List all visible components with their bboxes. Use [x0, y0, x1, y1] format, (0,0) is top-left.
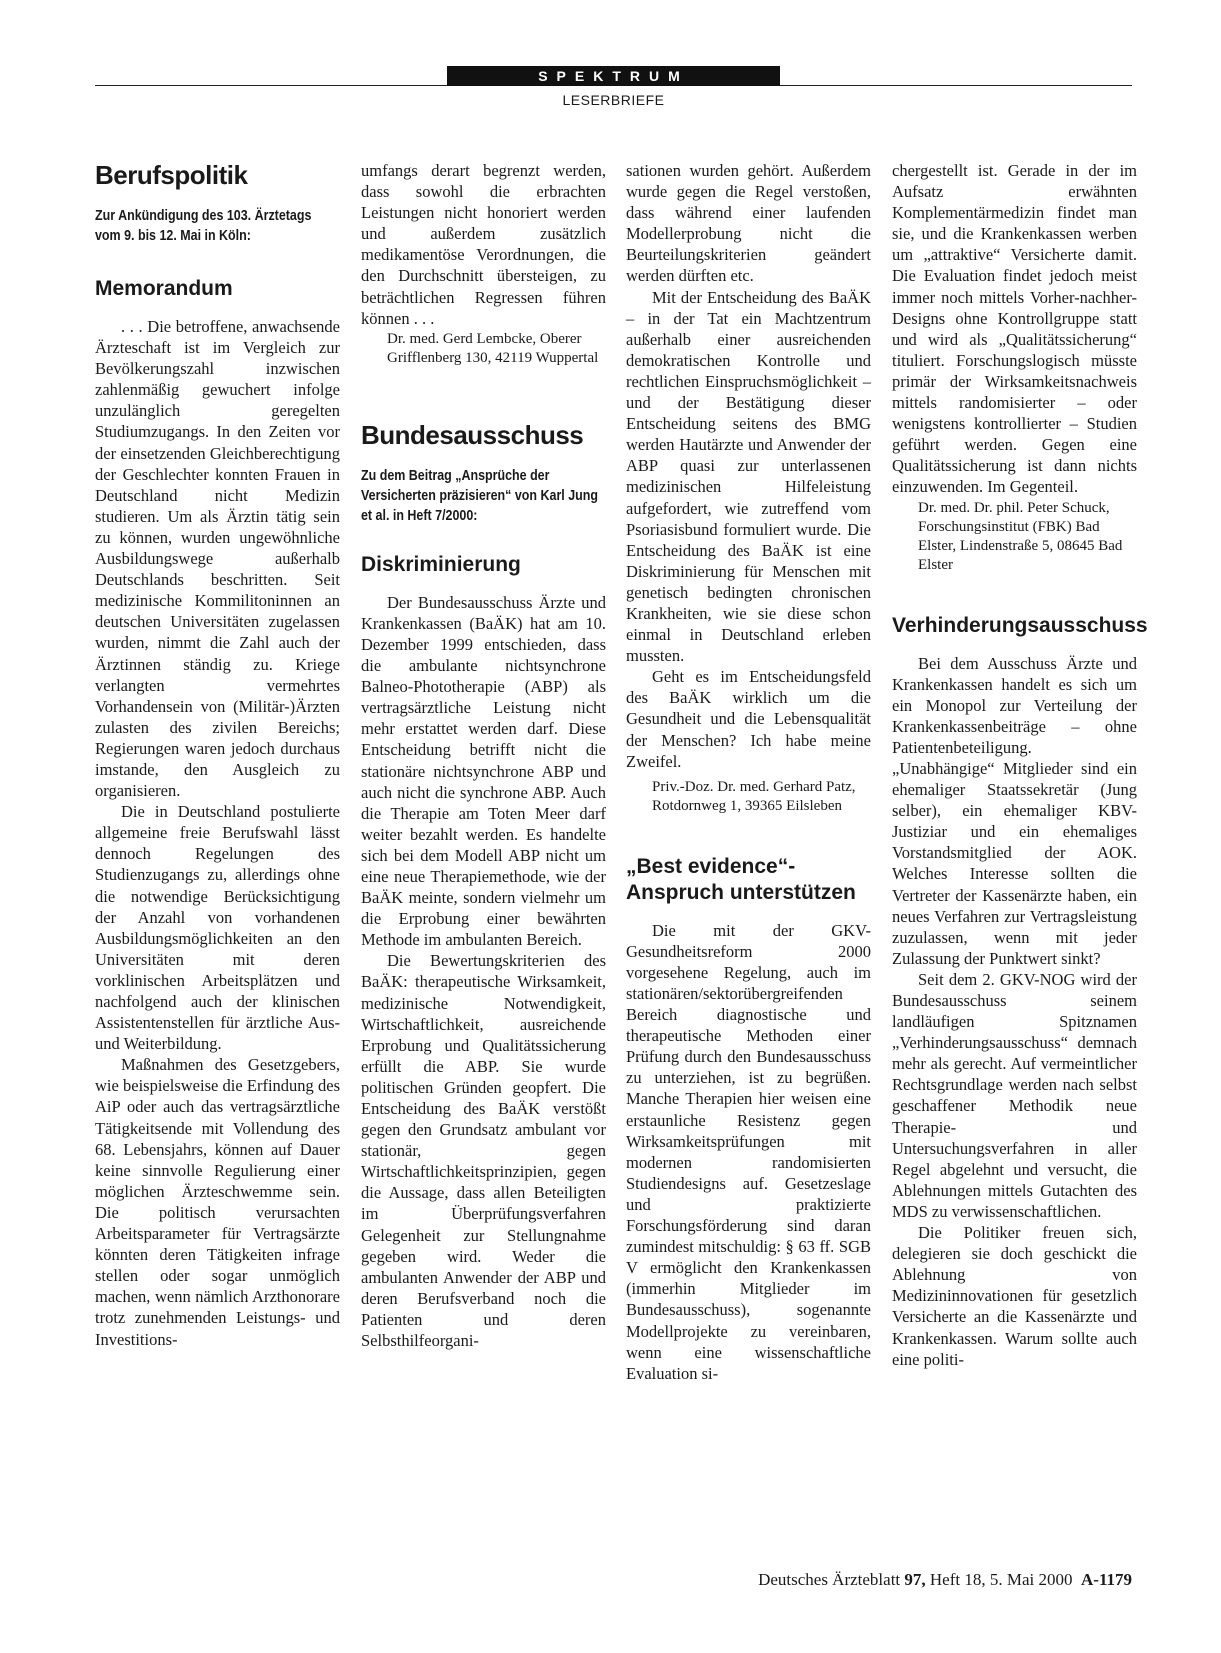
column-3	[626, 160, 871, 1550]
letter-heading-verhinderungsausschuss: Verhinderungsausschuss	[892, 613, 1148, 637]
letter-heading-best-evidence: „Best evidence“-Anspruch unterstützen	[626, 854, 856, 904]
paragraph: umfangs derart begrenzt werden, dass sowohl die erbrachten Leistungen nicht honoriert werden und außerdem zusätzlich medikamentöse Verordnungen, die den Durchschnitt übersteigen, zu beträchtlichen Regressen führen können . . .	[361, 161, 606, 328]
article-title-bundesausschuss: Bundesausschuss	[361, 419, 584, 450]
journal-name: Deutsches Ärzteblatt	[758, 1570, 901, 1589]
paragraph: Die in Deutschland postulierte allgemeine freie Berufswahl lässt dennoch Regelungen des Studienzugangs zu, allerdings ohne die notwendige Berücksichtigung der Anzahl von vorhandenen Ausbildungsmöglichkeiten an den Universitäten mit deren vorklinischen Arbeitsplätzen und nachfolgend auch der klinischen Assistentenstellen für ärztliche Aus- und Weiterbildung.	[95, 802, 340, 1054]
author-signature: Dr. med. Dr. phil. Peter Schuck, Forschungsinstitut (FBK) Bad Elster, Lindenstraße 5, 08645 Bad Elster	[918, 499, 1123, 573]
paragraph: Seit dem 2. GKV-NOG wird der Bundesausschuss seinem landläufigen Spitznamen „Verhinderungsausschuss“ demnach mehr als gerecht. Auf vermeintlicher Rechtsgrundlage werden nach selbst geschaffener Methodik neue Therapie- und Untersuchungsverfahren in aller Regel abgelehnt und versucht, die Ablehnungen mittels Gutachten des MDS zu verwissenschaftlichen.	[892, 969, 1137, 1221]
subsection-label: LESERBRIEFE	[562, 92, 665, 108]
column-1	[95, 160, 340, 1550]
paragraph: Mit der Entscheidung des BaÄK – in der Tat ein Machtzentrum außerhalb einer ausreichenden demokratischen Kontrolle und rechtlichen Einspruchsmöglichkeit – und der Bestätigung dieser Entscheidung seitens des BMG werden Hautärzte und Anwender der ABP quasi zur unterlassenen medizinischen Hilfeleistung aufgefordert, wie zutreffend vom Psoriasisbund formuliert wurde. Die Entscheidung des BaÄK ist eine Diskriminierung für Menschen mit genetisch bedingten chronischen Krankheiten, wie sie diese schon einmal in Deutschland erleben mussten.	[626, 287, 871, 666]
paragraph: Die mit der GKV-Gesundheitsreform 2000 vorgesehene Regelung, auch im stationären/sektorübergreifenden Bereich diagnostische und therapeutische Methoden einer Prüfung durch den Bundesausschuss zu unterziehen, ist zu begrüßen. Manche Therapien hier weisen eine erstaunliche Resistenz gegen Wirksamkeitsprüfungen mit modernen randomisierten Studiendesigns auf. Gesetzeslage und praktizierte Forschungsförderung sind daran zumindest mitschuldig: § 63 ff. SGB V ermöglicht den Krankenkassen (immerhin Mitglieder im Bundesausschuss), sogenannte Modellprojekte zu vereinbaren, wenn eine wissenschaftliche Evaluation si-	[626, 920, 871, 1383]
paragraph: Der Bundesausschuss Ärzte und Krankenkassen (BaÄK) hat am 10. Dezember 1999 entschieden, dass die ambulante nichtsynchrone Balneo-Phototherapie (ABP) als vertragsärztliche Leistung nicht mehr erstattet werden darf. Diese Entscheidung betrifft nicht die stationäre nichtsynchrone ABP und auch nicht die synchrone ABP. Auch die Therapie am Toten Meer darf weiter bezahlt werden. Es handelte sich bei dem Modell ABP nicht um eine neue Therapiemethode, wie der BaÄK meinte, sondern vielmehr um die Erprobung einer bewährten Methode im ambulanten Bereich.	[361, 592, 606, 950]
paragraph: Geht es im Entscheidungsfeld des BaÄK wirklich um die Gesundheit und die Lebensqualität der Menschen? Ich habe meine Zweifel.	[626, 667, 871, 771]
page-footer	[758, 1570, 1132, 1590]
paragraph: Maßnahmen des Gesetzgebers, wie beispielsweise die Erfindung des AiP oder auch das vertragsärztliche Tätigkeitsende mit Vollendung des 68. Lebensjahrs, können auf Dauer keine sinnvolle Regulierung einer möglichen Ärzteschwemme sein. Die politisch verursachten Arbeitsparameter für Vertragsärzte könnten deren Tätigkeiten infrage stellen oder sogar unmöglich machen, wenn nämlich Arzthonorare trotz zunehmenden Leistungs- und Investitions-	[95, 1055, 340, 1349]
issue-info: Heft 18, 5. Mai 2000	[929, 1570, 1073, 1589]
article-subtitle: Zu dem Beitrag „Ansprüche der Versicherten präzisieren“ von Karl Jung et al. in Heft 7/2000:	[361, 467, 599, 524]
section-label: SPEKTRUM	[447, 66, 780, 86]
paragraph: sationen wurden gehört. Außerdem wurde gegen die Regel verstoßen, dass während einer laufenden Modellerprobung nicht die Beurteilungskriterien geändert werden dürften etc.	[626, 161, 871, 286]
journal-volume: 97,	[904, 1570, 926, 1589]
letter-heading-diskriminierung: Diskriminierung	[361, 552, 521, 576]
paragraph: Die Politiker freuen sich, delegieren sie doch geschickt die Ablehnung von Medizininnovationen für gesetzlich Versicherte an die Kassenärzte und Krankenkassen. Warum sollte auch eine politi-	[892, 1223, 1137, 1369]
article-subtitle: Zur Ankündigung des 103. Ärztetags vom 9. bis 12. Mai in Köln:	[95, 208, 312, 244]
paragraph: Die Bewertungskriterien des BaÄK: therapeutische Wirksamkeit, medizinische Notwendigkeit, Wirtschaftlichkeit, ausreichende Erprobung und Qualitätssicherung erfüllt die ABP. Sie wurde politischen Gründen geopfert. Die Entscheidung des BaÄK verstößt gegen den Grundsatz ambulant vor stationär, gegen Wirtschaftlichkeitsprinzipien, gegen die Aussage, dass allen Beteiligten im Überprüfungsverfahren Gelegenheit zur Stellungnahme gegeben wird. Weder die ambulanten Anwender der ABP und deren Berufsverband noch die Patienten und deren Selbsthilfeorgani-	[361, 951, 606, 1351]
column-2	[361, 160, 606, 1550]
letter-heading-memorandum: Memorandum	[95, 277, 233, 300]
column-4	[892, 160, 1148, 1550]
article-title-berufspolitik: Berufspolitik	[95, 160, 248, 190]
page-number: A-1179	[1081, 1570, 1132, 1589]
paragraph: . . . Die betroffene, anwachsende Ärzteschaft ist im Vergleich zur Bevölkerungszahl inzwischen zahlenmäßig gewuchert infolge unzulänglich geregelten Studiumzugangs. In den Zeiten vor der einsetzenden Gleichberechtigung der Geschlechter konnten Frauen in Deutschland nicht Medizin studieren. Um als Ärztin tätig sein zu können, wurden ungewöhnliche Ausbildungswege außerhalb Deutschlands beschritten. Seit medizinische Kommilitoninnen an deutschen Universitäten zugelassen wurden, nimmt die Zahl auch der Ärztinnen ständig zu. Kriege verlangten vermehrtes Vorhandensein von (Militär-)Ärzten zulasten des zivilen Bereichs; Regierungen waren jedoch durchaus imstande, den Ausgleich zu organisieren.	[95, 317, 340, 801]
author-signature: Priv.-Doz. Dr. med. Gerhard Patz, Rotdornweg 1, 39365 Eilsleben	[652, 778, 856, 814]
author-signature: Dr. med. Gerd Lembcke, Oberer Grifflenberg 130, 42119 Wuppertal	[387, 330, 599, 366]
paragraph: Bei dem Ausschuss Ärzte und Krankenkassen handelt es sich um ein Monopol zur Verteilung der Krankenkassenbeiträge – ohne Patientenbeteiligung. „Unabhängige“ Mitglieder sind ein ehemaliger Staatssekretär (Jung selber), ein ehemaliger KBV-Justiziar und ein ehemaliges Vorstandsmitglied der AOK. Welches Interesse sollten die Vertreter der Kassenärzte haben, ein neues Verfahren zur Vertragsleistung zuzulassen, wenn mit jeder Zulassung der Punktwert sinkt?	[892, 653, 1137, 968]
paragraph: chergestellt ist. Gerade in der im Aufsatz erwähnten Komplementärmedizin findet man sie, und die Krankenkassen werben um „attraktive“ Versicherte damit. Die Evaluation findet jedoch meist immer noch mittels Vorher-nachher-Designs ohne Kontrollgruppe statt und wird als „Qualitätssicherung“ tituliert. Forschungslogisch müsste primär der Wirksamkeitsnachweis mittels randomisierter – oder wenigstens kontrollierter – Studien geführt werden. Gegen eine Qualitätssicherung ist dann nichts einzuwenden. Im Gegenteil.	[892, 161, 1137, 497]
